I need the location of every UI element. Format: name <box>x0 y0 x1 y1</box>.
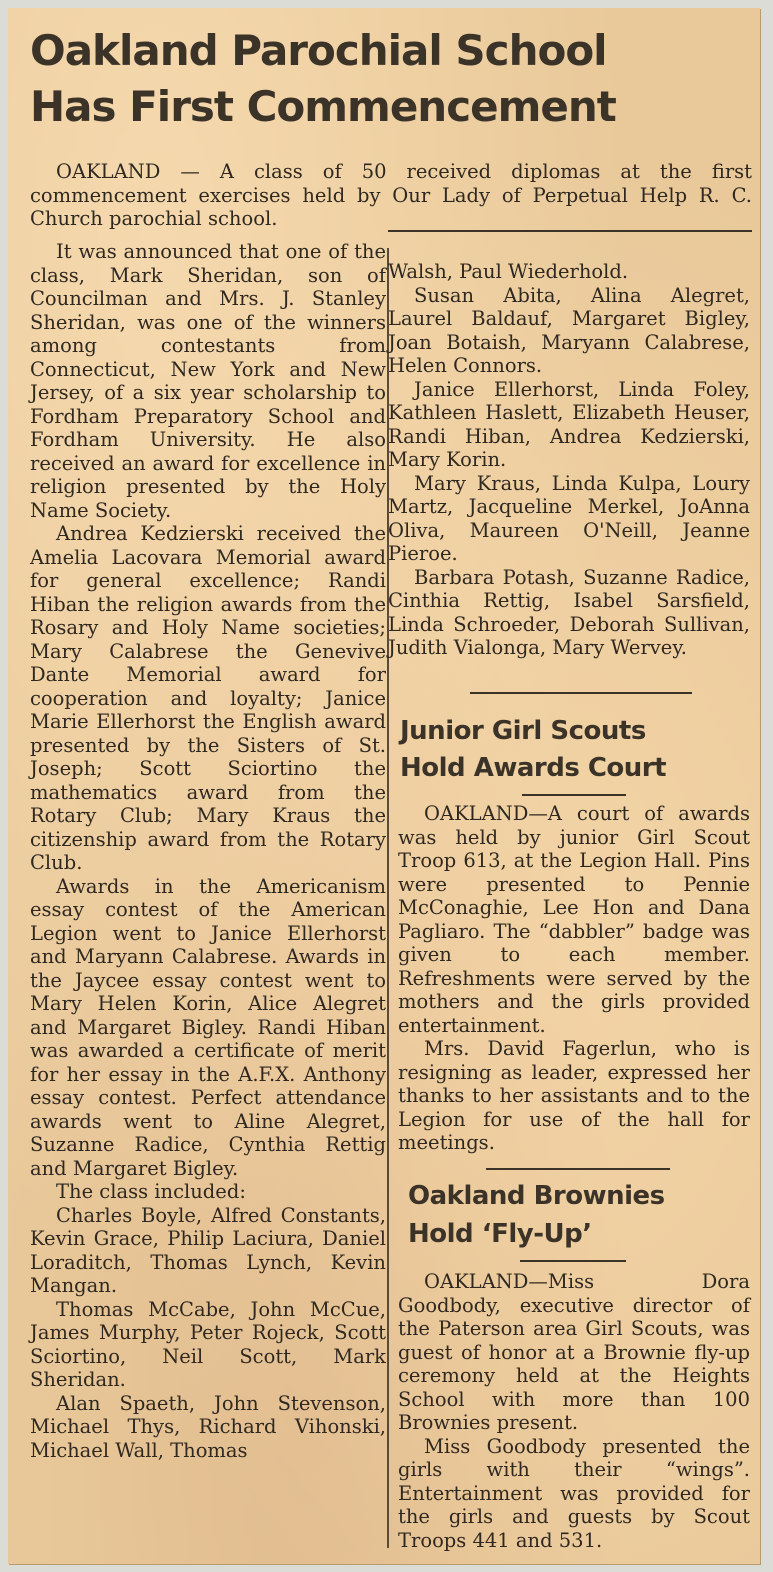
headline-underline <box>520 1260 626 1262</box>
main-headline-line2: Has First Commencement <box>30 82 616 131</box>
newspaper-clipping <box>8 8 760 1564</box>
divider-rule <box>470 692 692 694</box>
right-column-names <box>388 260 750 660</box>
brownies-headline-line2: Hold ‘Fly-Up’ <box>408 1219 592 1249</box>
paragraph: The class included: <box>56 1180 246 1203</box>
paragraph: Miss Goodbody presented the girls with their “wings”. Entertainment was provided for the girls and guests by Scout Troops 441 and 531. <box>398 1434 750 1552</box>
paragraph: It was announced that one of the class, Mark Sheridan, son of Councilman and Mrs. J. Stanley Sheridan, was one of the winners among contestants from Connecticut, New York and New Jersey, of a six year scholarship to Fordham Preparatory School and Fordham University. He also received an award for excellence in religion presented by the Holy Name Society. <box>30 240 386 522</box>
left-column <box>30 240 386 1462</box>
divider-rule <box>388 230 752 232</box>
paragraph: Walsh, Paul Wiederhold. <box>388 260 629 283</box>
paragraph: Charles Boyle, Alfred Constants, Kevin Grace, Philip Laciura, Daniel Loraditch, Thomas Lynch, Kevin Mangan. <box>30 1203 386 1297</box>
paragraph: OAKLAND—A court of awards was held by junior Girl Scout Troop 613, at the Legion Hall. Pins were presented to Pennie McConaghie, Lee Hon and Dana Pagliaro. The “dabbler” badge was given to each member. Refreshments were served by the mothers and the girls provided entertainment. <box>398 802 750 1037</box>
paragraph: OAKLAND—Miss Dora Goodbody, executive director of the Paterson area Girl Scouts, was guest of honor at a Brownie fly-up ceremony held at the Heights School with more than 100 Brownies present. <box>398 1270 750 1434</box>
scouts-article-body <box>398 802 750 1155</box>
paragraph: Mrs. David Fagerlun, who is resigning as leader, expressed her thanks to her assistants and to the Legion for use of the hall for meetings. <box>398 1037 750 1154</box>
paragraph: Barbara Potash, Suzanne Radice, Cinthia Rettig, Isabel Sarsfield, Linda Schroeder, Deborah Sullivan, Judith Vialonga, Mary Wervey. <box>388 565 750 659</box>
paragraph: Awards in the Americanism essay contest of the American Legion went to Janice Ellerhorst and Maryann Calabrese. Awards in the Jaycee essay contest went to Mary Helen Korin, Alice Alegret and Margaret Bigley. Randi Hiban was awarded a certificate of merit for her essay in the A.F.X. Anthony essay contest. Perfect attendance awards went to Aline Alegret, Suzanne Radice, Cynthia Rettig and Margaret Bigley. <box>30 874 386 1180</box>
headline-underline <box>522 794 626 796</box>
scouts-headline-line1: Junior Girl Scouts <box>400 716 646 746</box>
intro-paragraph <box>30 160 752 231</box>
main-headline-line1: Oakland Parochial School <box>30 26 607 75</box>
divider-rule <box>486 1168 670 1170</box>
paragraph: Thomas McCabe, John McCue, James Murphy, Peter Rojeck, Scott Sciortino, Neil Scott, Mark Sheridan. <box>30 1297 386 1391</box>
scouts-headline-line2: Hold Awards Court <box>400 753 667 783</box>
brownies-article-body <box>398 1270 750 1552</box>
intro-text: OAKLAND — A class of 50 received diplomas at the first commencement exercises held by Our Lady of Perpetual Help R. C. Church parochial school. <box>30 160 752 230</box>
paragraph: Andrea Kedzierski received the Amelia Lacovara Memorial award for general excellence; Randi Hiban the religion awards from the Rosary and Holy Name societies; Mary Calabrese the Genevive Dante Memorial award for cooperation and loyalty; Janice Marie Ellerhorst the English award presented by the Sisters of St. Joseph; Scott Sciortino the mathematics award from the Rotary Club; Mary Kraus the citizenship award from the Rotary Club. <box>30 522 386 874</box>
paragraph: Mary Kraus, Linda Kulpa, Loury Martz, Jacqueline Merkel, JoAnna Oliva, Maureen O'Neill, Jeanne Pieroe. <box>388 471 750 565</box>
brownies-headline-line1: Oakland Brownies <box>408 1181 665 1211</box>
paragraph: Susan Abita, Alina Alegret, Laurel Baldauf, Margaret Bigley, Joan Botaish, Maryann Calabrese, Helen Connors. <box>388 283 750 377</box>
paragraph: Alan Spaeth, John Stevenson, Michael Thys, Richard Vihonski, Michael Wall, Thomas <box>30 1391 386 1462</box>
paragraph: Janice Ellerhorst, Linda Foley, Kathleen Haslett, Elizabeth Heuser, Randi Hiban, Andrea Kedzierski, Mary Korin. <box>388 377 750 471</box>
